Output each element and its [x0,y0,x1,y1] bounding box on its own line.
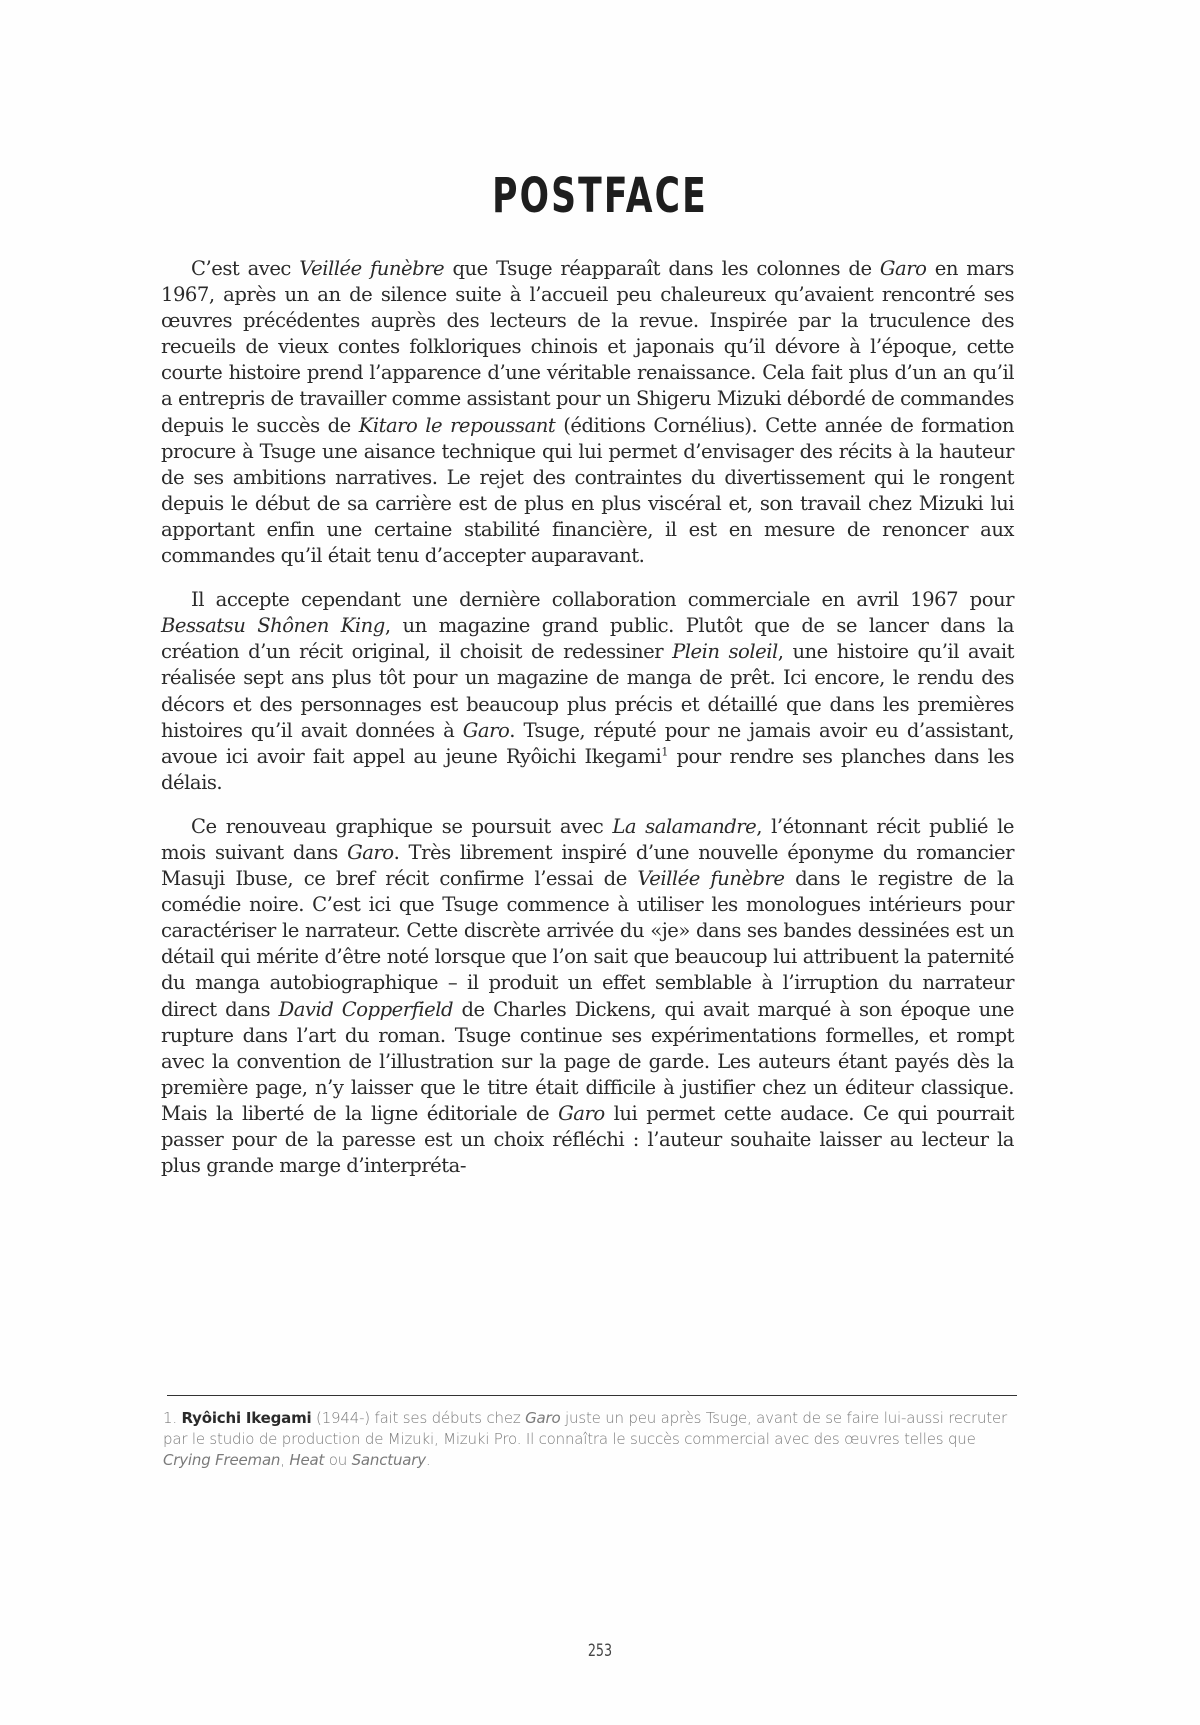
text-run: dans le registre de la comédie noire. C’est ici que Tsuge commence à utiliser les monologues intérieurs pour caractériser le narrateur. Cette discrète arrivée du «je» dans ses bandes dessinées est un détail qui mérite d’être noté lorsque que l’on sait que beaucoup lui attribuent la paternité du manga autobiographique – il produit un effet semblable à l’irruption du narrateur direct dans [161,867,1014,1021]
italic-title: Garo [347,840,394,864]
footnote-reference: 1 [661,745,668,759]
paragraph [161,814,1014,1179]
text-run: (1944-) fait ses débuts chez [311,1409,526,1427]
text-run: Ce renouveau graphique se poursuit avec [191,814,613,838]
text-run: lui permet cette audace. Ce qui pourrait passer pour de la paresse est un choix réfléchi : l’auteur souhaite laisser au lecteur la plus grande marge d’interpréta- [161,1101,1014,1178]
italic-title: Crying Freeman [163,1451,281,1469]
italic-title: David Copperfield [278,997,454,1021]
text-run: (éditions Cornélius). Cette année de formation procure à Tsuge une aisance technique qui lui permet d’envisager des récits à la hauteur de ses ambitions narratives. Le rejet des contraintes du divertissement qui le rongent depuis le début de sa carrière est de plus en plus viscéral et, son travail chez Mizuki lui apportant enfin une certaine stabilité financière, il est en mesure de renoncer aux commandes qu’il était tenu d’accepter auparavant. [161,413,1014,568]
italic-title: Kitaro le repoussant [358,413,556,437]
text-run: 1. [163,1409,182,1427]
italic-title: Plein soleil [672,640,778,664]
text-run: juste un peu après Tsuge, avant de se faire lui-aussi recruter par le studio de production de Mizuki, Mizuki Pro. Il connaîtra le succès commercial avec des œuvres telles que [163,1409,1007,1448]
italic-title: Sanctuary [351,1451,426,1469]
text-run: de Charles Dickens, qui avait marqué à son époque une rupture dans l’art du roman. Tsuge continue ses expérimentations formelles, et rompt avec la convention de l’illustration sur la page de garde. Les auteurs étant payés dès la première page, n’y laisser que le titre était difficile à justifier chez un éditeur classique. Mais la liberté de la ligne éditoriale de [161,997,1014,1125]
text-run: que Tsuge réapparaît dans les colonnes de [444,257,880,280]
italic-title: Heat [289,1451,325,1469]
footnote [163,1408,1023,1471]
text-run: pour rendre ses planches dans les délais. [161,744,1015,794]
text-run: Il accepte cependant une dernière collaboration commerciale en avril 1967 pour [191,588,1014,612]
page-number: 253 [587,1641,613,1661]
italic-title: La salamandre [612,814,757,838]
text-run: C’est avec [191,257,300,280]
text-run: . Tsuge, réputé pour ne jamais avoir eu d’assistant, avoue ici avoir fait appel au jeune Ryôichi Ikegami [161,718,1014,768]
italic-title: Garo [879,257,927,280]
text-run: , un magazine grand public. Plutôt que de se lancer dans la création d’un récit original, il choisit de redessiner [161,614,1014,664]
text-run: en mars 1967, après un an de silence suite à l’accueil peu chaleureux qu’avaient rencontré ses œuvres précédentes auprès des lecteurs de la revue. Inspirée par la truculence des recueils de vieux contes folkloriques chinois et japonais qu’il dévore à l’époque, cette courte histoire prend l’apparence d’une véritable renaissance. Cela fait plus d’un an qu’il a entrepris de travailler comme assistant pour un Shigeru Mizuki débordé de commandes depuis le succès de [161,257,1014,437]
text-run: , l’étonnant récit publié le mois suivant dans [161,814,1014,864]
page-title: POSTFACE [492,168,708,225]
text-run: . Très librement inspiré d’une nouvelle éponyme du romancier Masuji Ibuse, ce bref récit confirme l’essai de [161,840,1014,891]
italic-title: Veillée funèbre [637,867,785,891]
text-run: , une histoire qu’il avait réalisée sept ans plus tôt pour un magazine de manga de prêt. Ici encore, le rendu des décors et des personnages est beaucoup plus précis et détaillé que dans les premières histoires qu’il avait données à [161,640,1015,742]
italic-title: Bessatsu Shônen King [161,614,385,638]
paragraph [161,256,1014,569]
body-text [161,256,1014,1179]
italic-title: Veillée funèbre [299,257,445,280]
footnote-separator-rule [167,1395,1017,1396]
text-run: . [425,1451,431,1469]
text-run: , [280,1451,290,1469]
italic-title: Garo [462,718,510,742]
italic-title: Garo [525,1409,561,1427]
text-run: ou [324,1451,352,1469]
italic-title: Garo [558,1101,605,1125]
bold-name: Ryôichi Ikegami [181,1409,312,1427]
paragraph [161,587,1014,796]
